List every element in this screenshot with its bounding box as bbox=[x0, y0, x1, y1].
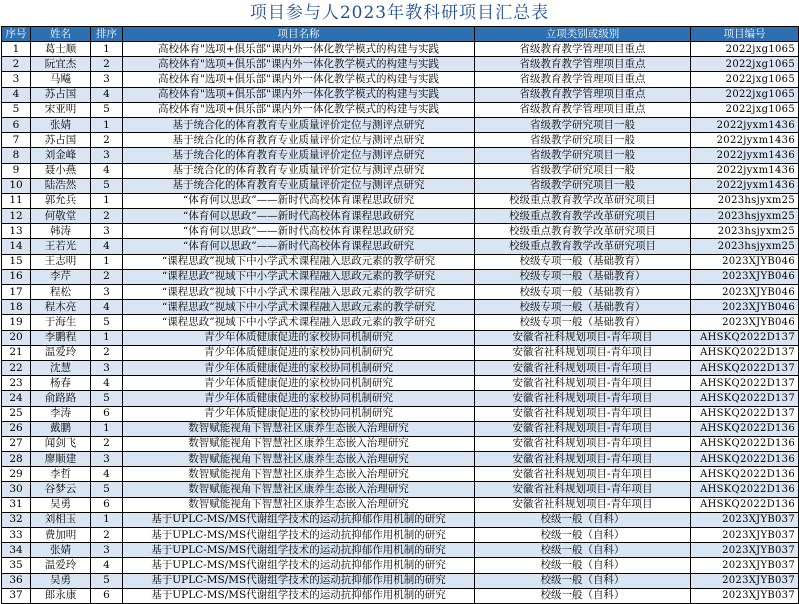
cell-project: 数智赋能视角下智慧社区康养生态嵌入治理研究 bbox=[123, 421, 475, 436]
cell-project: 高校体育"选项+俱乐部"课内外一体化教学模式的构建与实践 bbox=[123, 102, 475, 117]
cell-name: 戴鹏 bbox=[31, 421, 91, 436]
cell-category: 省级教学研究项目一般 bbox=[475, 178, 691, 193]
cell-name: 闻剑飞 bbox=[31, 436, 91, 451]
cell-name: 张婧 bbox=[31, 117, 91, 132]
cell-project: 数智赋能视角下智慧社区康养生态嵌入治理研究 bbox=[123, 497, 475, 512]
cell-category: 省级教育教学管理项目重点 bbox=[475, 102, 691, 117]
cell-name: 程松 bbox=[31, 285, 91, 300]
cell-name: 廖顺建 bbox=[31, 452, 91, 467]
cell-name: 温爱玲 bbox=[31, 558, 91, 573]
cell-no: 37 bbox=[2, 588, 31, 603]
table-row bbox=[2, 163, 799, 178]
cell-category: 安徽省社科规划项目-青年项目 bbox=[475, 330, 691, 345]
cell-code: 2023hsjyxm25 bbox=[691, 224, 799, 239]
cell-name: 王志明 bbox=[31, 254, 91, 269]
cell-rank: 1 bbox=[91, 254, 123, 269]
cell-project: 青少年体质健康促进的家校协同机制研究 bbox=[123, 406, 475, 421]
table-row bbox=[2, 224, 799, 239]
table-row bbox=[2, 193, 799, 208]
cell-no: 4 bbox=[2, 87, 31, 102]
cell-no: 16 bbox=[2, 269, 31, 284]
cell-category: 校级专项一般（基础教育） bbox=[475, 315, 691, 330]
table-row bbox=[2, 512, 799, 527]
cell-code: 2023XJYB037 bbox=[691, 588, 799, 603]
cell-name: 李涛 bbox=[31, 406, 91, 421]
cell-no: 13 bbox=[2, 224, 31, 239]
cell-no: 9 bbox=[2, 163, 31, 178]
cell-rank: 4 bbox=[91, 239, 123, 254]
cell-project: “体育何以思政”——新时代高校体育课程思政研究 bbox=[123, 193, 475, 208]
cell-no: 18 bbox=[2, 300, 31, 315]
cell-name: 郎永康 bbox=[31, 588, 91, 603]
cell-rank: 3 bbox=[91, 148, 123, 163]
cell-rank: 4 bbox=[91, 376, 123, 391]
table-row bbox=[2, 269, 799, 284]
cell-rank: 4 bbox=[91, 163, 123, 178]
cell-category: 安徽省社科规划项目-青年项目 bbox=[475, 406, 691, 421]
cell-name: 刘金峰 bbox=[31, 148, 91, 163]
cell-no: 28 bbox=[2, 452, 31, 467]
cell-code: 2022jxg1065 bbox=[691, 42, 799, 57]
cell-no: 34 bbox=[2, 543, 31, 558]
cell-name: 郭允兵 bbox=[31, 193, 91, 208]
cell-rank: 6 bbox=[91, 497, 123, 512]
cell-project: 基于统合化的体育教育专业质量评价定位与测评点研究 bbox=[123, 117, 475, 132]
cell-category: 安徽省社科规划项目-青年项目 bbox=[475, 467, 691, 482]
table-row bbox=[2, 254, 799, 269]
cell-code: AHSKQ2022D137 bbox=[691, 406, 799, 421]
cell-category: 安徽省社科规划项目-青年项目 bbox=[475, 345, 691, 360]
cell-rank: 5 bbox=[91, 315, 123, 330]
cell-rank: 3 bbox=[91, 72, 123, 87]
cell-name: 沈慧 bbox=[31, 360, 91, 375]
table-row bbox=[2, 117, 799, 132]
cell-code: 2022jxg1065 bbox=[691, 57, 799, 72]
table-row bbox=[2, 178, 799, 193]
table-row bbox=[2, 482, 799, 497]
cell-no: 15 bbox=[2, 254, 31, 269]
cell-no: 31 bbox=[2, 497, 31, 512]
cell-category: 省级教学研究项目一般 bbox=[475, 133, 691, 148]
cell-project: 青少年体质健康促进的家校协同机制研究 bbox=[123, 330, 475, 345]
table-row bbox=[2, 558, 799, 573]
cell-rank: 1 bbox=[91, 512, 123, 527]
cell-code: 2023XJYB046 bbox=[691, 315, 799, 330]
cell-name: 温爱玲 bbox=[31, 345, 91, 360]
cell-rank: 3 bbox=[91, 285, 123, 300]
cell-name: 费加明 bbox=[31, 528, 91, 543]
cell-project: 数智赋能视角下智慧社区康养生态嵌入治理研究 bbox=[123, 482, 475, 497]
table-row bbox=[2, 360, 799, 375]
table-row bbox=[2, 421, 799, 436]
cell-project: 高校体育"选项+俱乐部"课内外一体化教学模式的构建与实践 bbox=[123, 42, 475, 57]
table-row bbox=[2, 102, 799, 117]
cell-name: 王若光 bbox=[31, 239, 91, 254]
cell-project: “体育何以思政”——新时代高校体育课程思政研究 bbox=[123, 224, 475, 239]
table-row bbox=[2, 72, 799, 87]
table-row bbox=[2, 452, 799, 467]
cell-name: 宋亚明 bbox=[31, 102, 91, 117]
cell-project: “体育何以思政”——新时代高校体育课程思政研究 bbox=[123, 239, 475, 254]
cell-name: 李哲 bbox=[31, 467, 91, 482]
cell-rank: 5 bbox=[91, 482, 123, 497]
table-row bbox=[2, 87, 799, 102]
cell-name: 马飚 bbox=[31, 72, 91, 87]
cell-project: 基于UPLC-MS/MS代谢组学技术的运动抗抑郁作用机制的研究 bbox=[123, 573, 475, 588]
cell-rank: 2 bbox=[91, 436, 123, 451]
cell-project: 基于UPLC-MS/MS代谢组学技术的运动抗抑郁作用机制的研究 bbox=[123, 543, 475, 558]
cell-rank: 3 bbox=[91, 224, 123, 239]
cell-project: “课程思政”视域下中小学武术课程融入思政元素的教学研究 bbox=[123, 254, 475, 269]
cell-rank: 5 bbox=[91, 102, 123, 117]
cell-category: 校级一般（自科） bbox=[475, 588, 691, 603]
cell-rank: 3 bbox=[91, 452, 123, 467]
cell-project: 基于UPLC-MS/MS代谢组学技术的运动抗抑郁作用机制的研究 bbox=[123, 528, 475, 543]
table-row bbox=[2, 436, 799, 451]
cell-project: “课程思政”视域下中小学武术课程融入思政元素的教学研究 bbox=[123, 300, 475, 315]
cell-rank: 4 bbox=[91, 300, 123, 315]
cell-rank: 5 bbox=[91, 391, 123, 406]
cell-no: 32 bbox=[2, 512, 31, 527]
cell-name: 韩涛 bbox=[31, 224, 91, 239]
cell-no: 3 bbox=[2, 72, 31, 87]
page-title: 项目参与人2023年教科研项目汇总表 bbox=[249, 3, 550, 23]
cell-no: 2 bbox=[2, 57, 31, 72]
cell-category: 安徽省社科规划项目-青年项目 bbox=[475, 360, 691, 375]
cell-name: 聂小燕 bbox=[31, 163, 91, 178]
cell-no: 36 bbox=[2, 573, 31, 588]
cell-code: 2023XJYB037 bbox=[691, 512, 799, 527]
cell-name: 苏占国 bbox=[31, 133, 91, 148]
cell-no: 17 bbox=[2, 285, 31, 300]
cell-category: 校级一般（自科） bbox=[475, 558, 691, 573]
cell-code: AHSKQ2022D136 bbox=[691, 497, 799, 512]
cell-no: 20 bbox=[2, 330, 31, 345]
cell-category: 校级专项一般（基础教育） bbox=[475, 254, 691, 269]
table-row bbox=[2, 376, 799, 391]
cell-project: 青少年体质健康促进的家校协同机制研究 bbox=[123, 345, 475, 360]
cell-rank: 1 bbox=[91, 330, 123, 345]
table-body bbox=[2, 42, 799, 604]
cell-code: 2022jxg1065 bbox=[691, 72, 799, 87]
cell-code: AHSKQ2022D137 bbox=[691, 345, 799, 360]
cell-name: 吴勇 bbox=[31, 573, 91, 588]
cell-code: 2022jyxm1436 bbox=[691, 178, 799, 193]
cell-project: 基于统合化的体育教育专业质量评价定位与测评点研究 bbox=[123, 163, 475, 178]
table-row bbox=[2, 528, 799, 543]
cell-code: 2023hsjyxm25 bbox=[691, 239, 799, 254]
table-row bbox=[2, 315, 799, 330]
cell-rank: 2 bbox=[91, 528, 123, 543]
table-row bbox=[2, 133, 799, 148]
table-row bbox=[2, 239, 799, 254]
cell-code: 2022jxg1065 bbox=[691, 87, 799, 102]
cell-project: “课程思政”视域下中小学武术课程融入思政元素的教学研究 bbox=[123, 285, 475, 300]
cell-rank: 4 bbox=[91, 87, 123, 102]
cell-project: “课程思政”视域下中小学武术课程融入思政元素的教学研究 bbox=[123, 315, 475, 330]
cell-rank: 1 bbox=[91, 421, 123, 436]
cell-no: 19 bbox=[2, 315, 31, 330]
cell-rank: 2 bbox=[91, 345, 123, 360]
cell-name: 李芹 bbox=[31, 269, 91, 284]
table-row bbox=[2, 543, 799, 558]
cell-category: 校级一般（自科） bbox=[475, 543, 691, 558]
cell-rank: 6 bbox=[91, 588, 123, 603]
cell-name: 程木亮 bbox=[31, 300, 91, 315]
cell-category: 校级专项一般（基础教育） bbox=[475, 269, 691, 284]
cell-project: 基于UPLC-MS/MS代谢组学技术的运动抗抑郁作用机制的研究 bbox=[123, 512, 475, 527]
project-summary-table bbox=[1, 26, 799, 604]
cell-no: 30 bbox=[2, 482, 31, 497]
cell-code: 2023XJYB046 bbox=[691, 285, 799, 300]
cell-no: 33 bbox=[2, 528, 31, 543]
cell-project: 基于统合化的体育教育专业质量评价定位与测评点研究 bbox=[123, 133, 475, 148]
cell-name: 谷梦云 bbox=[31, 482, 91, 497]
table-header-row bbox=[2, 27, 799, 42]
cell-name: 刘相玉 bbox=[31, 512, 91, 527]
cell-rank: 3 bbox=[91, 543, 123, 558]
cell-code: 2023XJYB037 bbox=[691, 573, 799, 588]
cell-category: 校级重点教育教学改革研究项目 bbox=[475, 224, 691, 239]
cell-no: 7 bbox=[2, 133, 31, 148]
table-row bbox=[2, 345, 799, 360]
cell-project: 青少年体质健康促进的家校协同机制研究 bbox=[123, 391, 475, 406]
cell-code: 2022jyxm1436 bbox=[691, 133, 799, 148]
cell-code: AHSKQ2022D136 bbox=[691, 482, 799, 497]
cell-rank: 2 bbox=[91, 57, 123, 72]
cell-name: 陆浩然 bbox=[31, 178, 91, 193]
cell-category: 校级一般（自科） bbox=[475, 573, 691, 588]
cell-category: 安徽省社科规划项目-青年项目 bbox=[475, 482, 691, 497]
cell-name: 苏占国 bbox=[31, 87, 91, 102]
cell-project: 基于UPLC-MS/MS代谢组学技术的运动抗抑郁作用机制的研究 bbox=[123, 558, 475, 573]
cell-project: 青少年体质健康促进的家校协同机制研究 bbox=[123, 360, 475, 375]
cell-project: “体育何以思政”——新时代高校体育课程思政研究 bbox=[123, 209, 475, 224]
table-row bbox=[2, 391, 799, 406]
header-category: 立项类别或级别 bbox=[475, 27, 691, 42]
cell-rank: 5 bbox=[91, 178, 123, 193]
cell-no: 8 bbox=[2, 148, 31, 163]
cell-category: 省级教育教学管理项目重点 bbox=[475, 72, 691, 87]
cell-category: 安徽省社科规划项目-青年项目 bbox=[475, 452, 691, 467]
cell-no: 1 bbox=[2, 42, 31, 57]
cell-rank: 1 bbox=[91, 193, 123, 208]
cell-category: 校级专项一般（基础教育） bbox=[475, 285, 691, 300]
cell-no: 35 bbox=[2, 558, 31, 573]
table-row bbox=[2, 588, 799, 603]
cell-category: 校级重点教育教学改革研究项目 bbox=[475, 239, 691, 254]
cell-rank: 2 bbox=[91, 269, 123, 284]
cell-project: 数智赋能视角下智慧社区康养生态嵌入治理研究 bbox=[123, 467, 475, 482]
cell-name: 阮宜杰 bbox=[31, 57, 91, 72]
cell-rank: 4 bbox=[91, 467, 123, 482]
cell-code: AHSKQ2022D137 bbox=[691, 360, 799, 375]
cell-no: 27 bbox=[2, 436, 31, 451]
header-name: 姓名 bbox=[31, 27, 91, 42]
cell-no: 6 bbox=[2, 117, 31, 132]
cell-project: 数智赋能视角下智慧社区康养生态嵌入治理研究 bbox=[123, 452, 475, 467]
table-row bbox=[2, 497, 799, 512]
cell-no: 12 bbox=[2, 209, 31, 224]
cell-code: AHSKQ2022D136 bbox=[691, 436, 799, 451]
cell-code: AHSKQ2022D136 bbox=[691, 452, 799, 467]
table-row bbox=[2, 148, 799, 163]
cell-rank: 1 bbox=[91, 117, 123, 132]
cell-project: 基于统合化的体育教育专业质量评价定位与测评点研究 bbox=[123, 178, 475, 193]
cell-project: 青少年体质健康促进的家校协同机制研究 bbox=[123, 376, 475, 391]
cell-rank: 6 bbox=[91, 406, 123, 421]
cell-code: 2023XJYB046 bbox=[691, 269, 799, 284]
cell-name: 杨春 bbox=[31, 376, 91, 391]
cell-category: 安徽省社科规划项目-青年项目 bbox=[475, 497, 691, 512]
cell-no: 14 bbox=[2, 239, 31, 254]
cell-no: 10 bbox=[2, 178, 31, 193]
cell-no: 5 bbox=[2, 102, 31, 117]
cell-category: 校级一般（自科） bbox=[475, 512, 691, 527]
cell-rank: 3 bbox=[91, 360, 123, 375]
cell-rank: 1 bbox=[91, 42, 123, 57]
cell-category: 省级教学研究项目一般 bbox=[475, 163, 691, 178]
cell-name: 葛士顺 bbox=[31, 42, 91, 57]
cell-project: 高校体育"选项+俱乐部"课内外一体化教学模式的构建与实践 bbox=[123, 57, 475, 72]
cell-no: 21 bbox=[2, 345, 31, 360]
cell-code: AHSKQ2022D136 bbox=[691, 467, 799, 482]
cell-name: 于海生 bbox=[31, 315, 91, 330]
cell-no: 29 bbox=[2, 467, 31, 482]
cell-code: 2022jyxm1436 bbox=[691, 117, 799, 132]
cell-name: 吴勇 bbox=[31, 497, 91, 512]
cell-no: 26 bbox=[2, 421, 31, 436]
table-row bbox=[2, 57, 799, 72]
cell-category: 省级教学研究项目一般 bbox=[475, 117, 691, 132]
cell-category: 校级专项一般（基础教育） bbox=[475, 300, 691, 315]
cell-project: 高校体育"选项+俱乐部"课内外一体化教学模式的构建与实践 bbox=[123, 72, 475, 87]
cell-code: 2023XJYB037 bbox=[691, 543, 799, 558]
cell-no: 11 bbox=[2, 193, 31, 208]
cell-code: 2023hsjyxm25 bbox=[691, 209, 799, 224]
cell-category: 安徽省社科规划项目-青年项目 bbox=[475, 421, 691, 436]
header-code: 项目编号 bbox=[691, 27, 799, 42]
cell-code: AHSKQ2022D137 bbox=[691, 391, 799, 406]
cell-code: 2023XJYB037 bbox=[691, 558, 799, 573]
cell-name: 李鹏程 bbox=[31, 330, 91, 345]
cell-category: 安徽省社科规划项目-青年项目 bbox=[475, 436, 691, 451]
cell-category: 省级教育教学管理项目重点 bbox=[475, 42, 691, 57]
cell-rank: 2 bbox=[91, 133, 123, 148]
cell-name: 何敬堂 bbox=[31, 209, 91, 224]
cell-code: 2022jxg1065 bbox=[691, 102, 799, 117]
table-row bbox=[2, 300, 799, 315]
cell-code: 2022jyxm1436 bbox=[691, 148, 799, 163]
cell-category: 省级教育教学管理项目重点 bbox=[475, 87, 691, 102]
header-no: 序号 bbox=[2, 27, 31, 42]
cell-code: 2023XJYB046 bbox=[691, 300, 799, 315]
cell-project: 基于UPLC-MS/MS代谢组学技术的运动抗抑郁作用机制的研究 bbox=[123, 588, 475, 603]
table-row bbox=[2, 467, 799, 482]
table-row bbox=[2, 573, 799, 588]
header-project: 项目名称 bbox=[123, 27, 475, 42]
cell-category: 安徽省社科规划项目-青年项目 bbox=[475, 391, 691, 406]
cell-code: AHSKQ2022D137 bbox=[691, 376, 799, 391]
table-row bbox=[2, 330, 799, 345]
cell-category: 省级教育教学管理项目重点 bbox=[475, 57, 691, 72]
cell-category: 省级教学研究项目一般 bbox=[475, 148, 691, 163]
cell-rank: 2 bbox=[91, 209, 123, 224]
table-row bbox=[2, 209, 799, 224]
cell-category: 校级重点教育教学改革研究项目 bbox=[475, 209, 691, 224]
cell-category: 安徽省社科规划项目-青年项目 bbox=[475, 376, 691, 391]
cell-rank: 4 bbox=[91, 558, 123, 573]
cell-category: 校级一般（自科） bbox=[475, 528, 691, 543]
cell-code: 2023hsjyxm25 bbox=[691, 193, 799, 208]
table-row bbox=[2, 406, 799, 421]
cell-no: 25 bbox=[2, 406, 31, 421]
cell-no: 22 bbox=[2, 360, 31, 375]
cell-no: 23 bbox=[2, 376, 31, 391]
cell-code: 2023XJYB046 bbox=[691, 254, 799, 269]
cell-project: 数智赋能视角下智慧社区康养生态嵌入治理研究 bbox=[123, 436, 475, 451]
cell-category: 校级重点教育教学改革研究项目 bbox=[475, 193, 691, 208]
table-row bbox=[2, 42, 799, 57]
header-rank: 排序 bbox=[91, 27, 123, 42]
cell-code: AHSKQ2022D136 bbox=[691, 421, 799, 436]
cell-name: 俞路路 bbox=[31, 391, 91, 406]
table-row bbox=[2, 285, 799, 300]
cell-rank: 5 bbox=[91, 573, 123, 588]
cell-project: 基于统合化的体育教育专业质量评价定位与测评点研究 bbox=[123, 148, 475, 163]
cell-code: 2022jyxm1436 bbox=[691, 163, 799, 178]
cell-code: 2023XJYB037 bbox=[691, 528, 799, 543]
cell-project: 高校体育"选项+俱乐部"课内外一体化教学模式的构建与实践 bbox=[123, 87, 475, 102]
cell-name: 张婧 bbox=[31, 543, 91, 558]
cell-project: “课程思政”视域下中小学武术课程融入思政元素的教学研究 bbox=[123, 269, 475, 284]
cell-no: 24 bbox=[2, 391, 31, 406]
cell-code: AHSKQ2022D137 bbox=[691, 330, 799, 345]
